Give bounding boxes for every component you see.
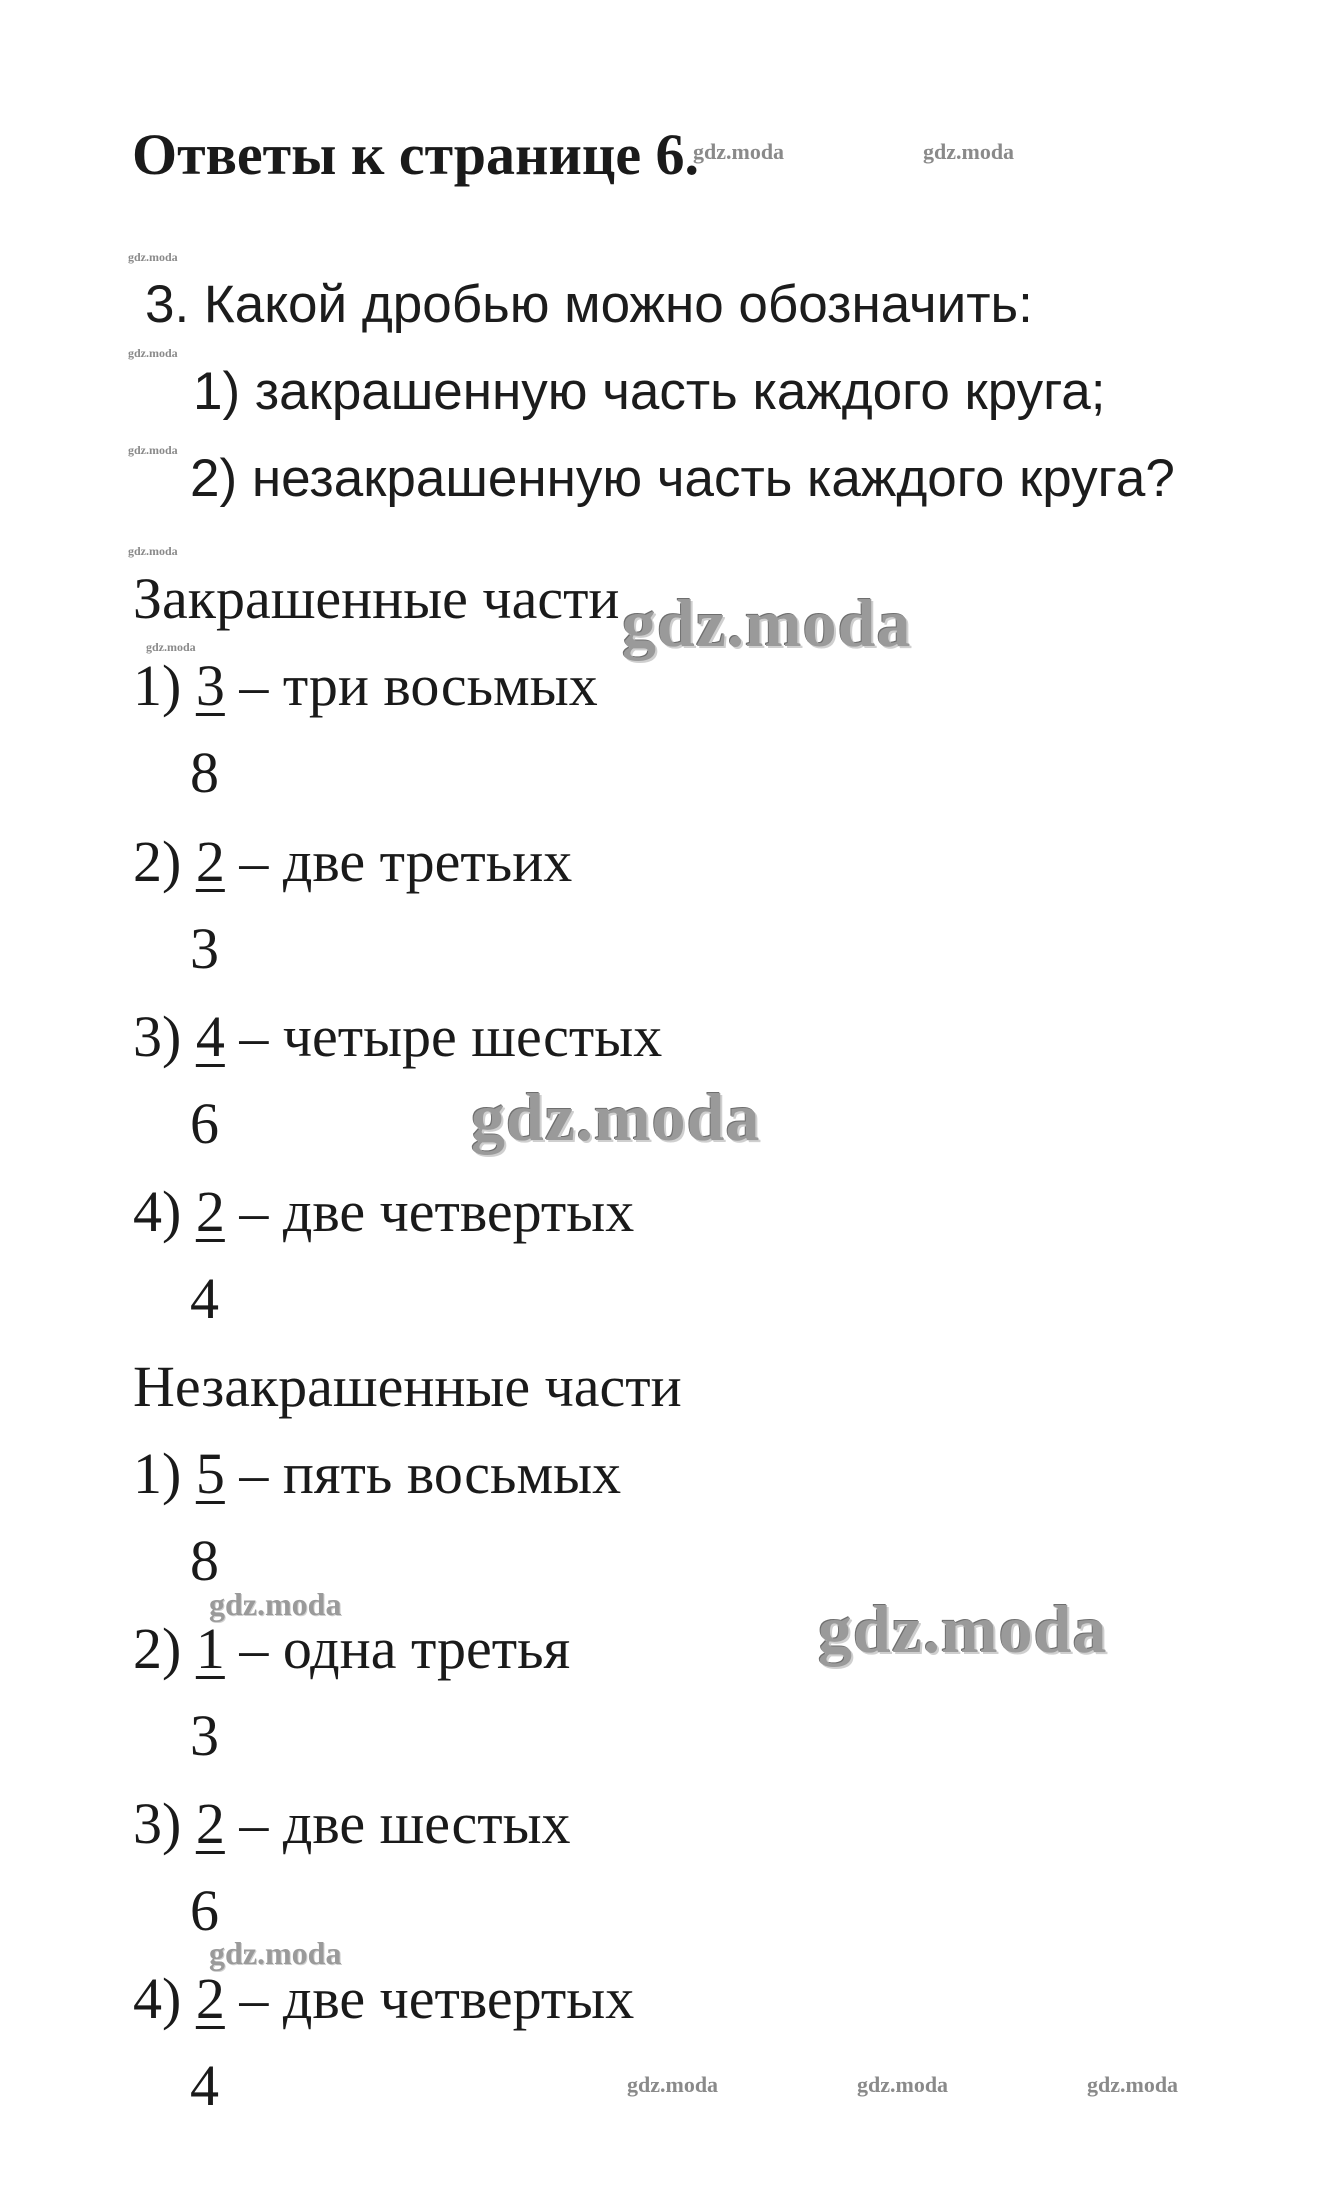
fraction-numerator: 2: [195, 1966, 225, 2031]
unshaded-answer-1: [133, 1441, 622, 1506]
fraction-denominator: 8: [190, 1528, 219, 1593]
task-subquestion-1: 1) закрашенную часть каждого круга;: [193, 362, 1106, 421]
answer-text: – две четвертых: [239, 1179, 635, 1244]
watermark-logo: gdz.moda: [923, 139, 1015, 164]
watermark-logo: gdz.moda: [209, 1586, 342, 1622]
unshaded-heading: Незакрашенные части: [133, 1354, 682, 1419]
task-question: 3. Какой дробью можно обозначить:: [145, 275, 1033, 334]
answer-text: – одна третья: [239, 1616, 571, 1681]
answer-index: 3): [133, 1004, 182, 1069]
answer-index: 3): [133, 1791, 182, 1856]
watermark-logo: gdz.moda: [471, 1079, 761, 1155]
watermark-logo: gdz.moda: [693, 139, 785, 164]
fraction-denominator: 4: [190, 1266, 219, 1331]
shaded-answer-1: [133, 653, 598, 718]
answer-text: – две третьих: [239, 829, 573, 894]
fraction-denominator: 6: [190, 1878, 219, 1943]
fraction-numerator: 1: [195, 1616, 225, 1681]
fraction-denominator: 3: [190, 916, 219, 981]
watermark-logo: gdz.moda: [128, 443, 178, 457]
shaded-answer-4: [133, 1179, 635, 1244]
watermark-logo: gdz.moda: [128, 346, 178, 360]
unshaded-answer-4: [133, 1966, 635, 2031]
watermark-logo: gdz.moda: [146, 640, 196, 654]
answer-index: 2): [133, 1616, 182, 1681]
fraction-denominator: 8: [190, 740, 219, 805]
watermark-logo: gdz.moda: [128, 544, 178, 558]
unshaded-answer-3: [133, 1791, 571, 1856]
fraction-denominator: 4: [190, 2053, 219, 2118]
answer-index: 4): [133, 1966, 182, 2031]
fraction-denominator: 3: [190, 1703, 219, 1768]
watermark-logo: gdz.moda: [622, 585, 912, 661]
fraction-numerator: 2: [195, 829, 225, 894]
fraction-numerator: 2: [195, 1791, 225, 1856]
answer-text: – две четвертых: [239, 1966, 635, 2031]
answer-index: 1): [133, 653, 182, 718]
watermark-logo: gdz.moda: [1087, 2072, 1179, 2097]
task-subquestion-2: 2) незакрашенную часть каждого круга?: [190, 449, 1175, 508]
watermark-logo: gdz.moda: [627, 2072, 719, 2097]
fraction-denominator: 6: [190, 1091, 219, 1156]
watermark-logo: gdz.moda: [209, 1935, 342, 1971]
answer-index: 4): [133, 1179, 182, 1244]
fraction-numerator: 5: [195, 1441, 225, 1506]
answer-text: – две шестых: [239, 1791, 571, 1856]
unshaded-answer-2: [133, 1616, 571, 1681]
watermark-logo: gdz.moda: [128, 250, 178, 264]
fraction-numerator: 2: [195, 1179, 225, 1244]
shaded-answer-2: [133, 829, 573, 894]
answer-index: 2): [133, 829, 182, 894]
shaded-heading: Закрашенные части: [133, 566, 620, 631]
shaded-answer-3: [133, 1004, 663, 1069]
watermark-logo: gdz.moda: [818, 1591, 1108, 1667]
answer-text: – пять восьмых: [239, 1441, 622, 1506]
watermark-logo: gdz.moda: [857, 2072, 949, 2097]
answer-index: 1): [133, 1441, 182, 1506]
fraction-numerator: 3: [195, 653, 225, 718]
answer-text: – три восьмых: [239, 653, 598, 718]
page-title: Ответы к странице 6.: [132, 122, 700, 187]
answer-text: – четыре шестых: [239, 1004, 663, 1069]
fraction-numerator: 4: [195, 1004, 225, 1069]
